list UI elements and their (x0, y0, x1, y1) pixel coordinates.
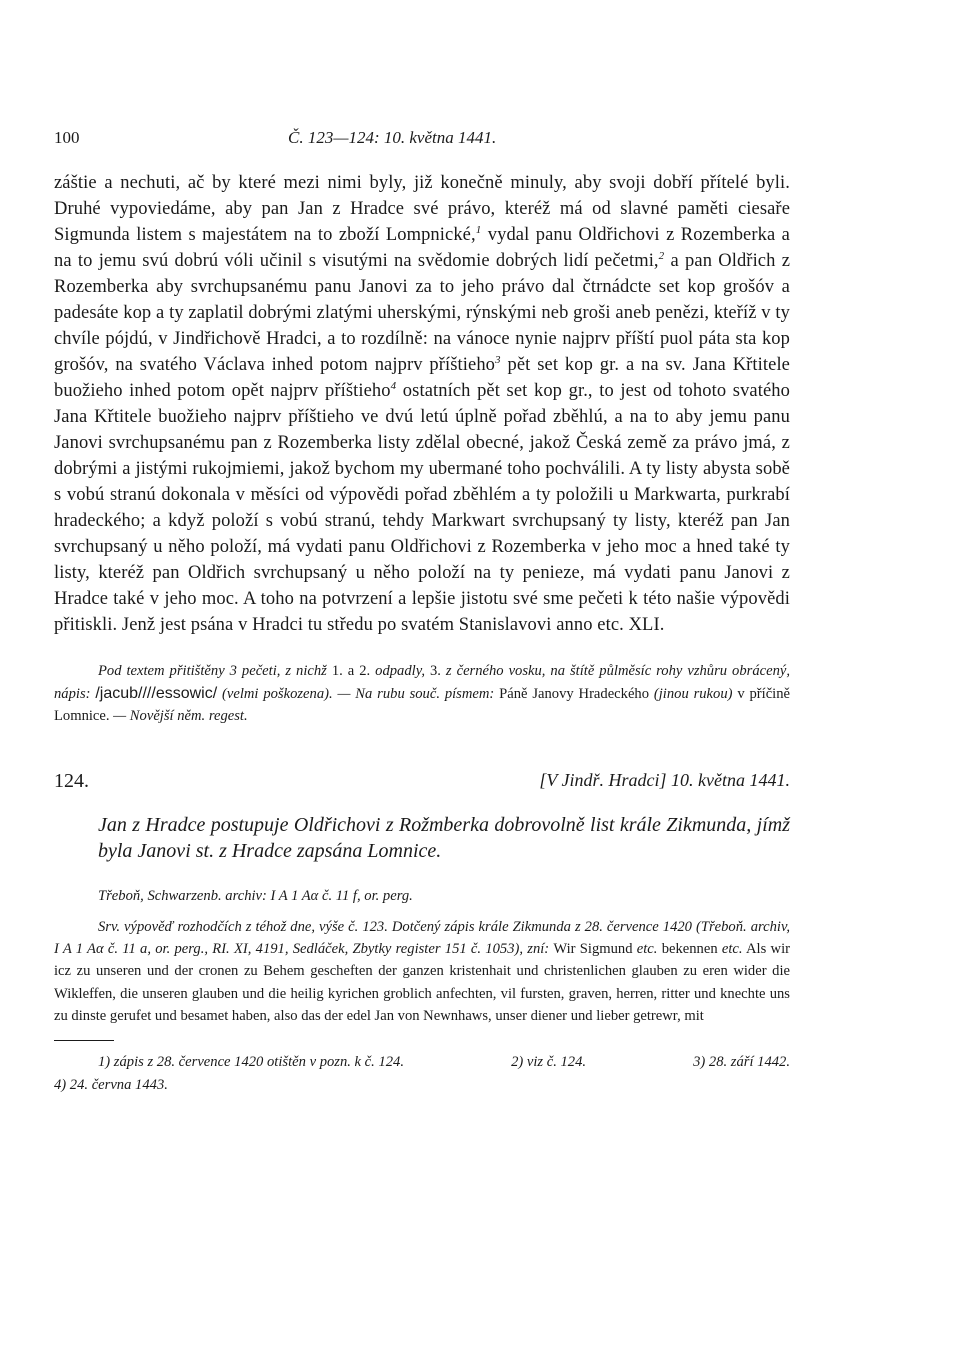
footnote-2: 2) viz č. 124. (511, 1053, 587, 1070)
seal-note-text: 1. a 2. (331, 663, 371, 679)
comment-text: bekennen (657, 940, 722, 957)
seal-note-text: Pod textem přitištěny 3 pečeti, z nichž (98, 663, 332, 679)
body-text-segment: vydal panu Oldřichovi z Rozemberka a na to jemu svú dobrú vóli učinil s visutými na svědomie dobrých lidí pečetmi, (54, 225, 790, 271)
footnotes-row (54, 1051, 790, 1074)
seal-note-text: v příčině Lomnice. (54, 685, 791, 724)
comment-text: Srv. výpověď rozhodčích z téhož dne, výše č. 123. Dotčený zápis krále Zikmunda z 28. července 1420 (Třeboň. archiv, I A 1 Aα č. 11 a, or. perg., RI. XI, 4191, Sedláček, Zbytky register 151 č. 1053), zní: (54, 918, 790, 957)
document-123-body (54, 170, 790, 638)
running-title: Č. 123—124: 10. května 1441. (288, 128, 497, 147)
body-text-segment: pět set kop gr. a na sv. Jana Křtitele buožieho inhed potom opět najprv příštieho (54, 355, 790, 401)
comment-text: etc. (721, 940, 743, 957)
document-number: 124. (54, 769, 89, 792)
footnote-ref-3: 3 (495, 354, 501, 366)
seal-note-text: Páně Janovy Hradeckého (499, 685, 650, 702)
footnote-4: 4) 24. června 1443. (54, 1076, 168, 1093)
comment-text: Als wir icz zu unseren und der cronen zu Behem gescheften der ganzen kristenhait und christenlichen glauben zu eren wider die Wikleffen, die unseren glauben und die heilig kyrichen groblich anfechten, vil fursten, graven, herren, ritter und knechte uns zu dinste gerufet und besamet haben, also das der edel Jan von Newnhaws, unser diener und lieber getrewr, mit (54, 940, 790, 1025)
page (54, 128, 790, 1097)
seal-note-text: (velmi poškozena). — Na rubu souč. písmem: (217, 685, 500, 702)
body-text-segment: a pan Oldřich z Rozemberka aby svrchupsanému panu Janovi za to jeho právo dal čtrnádcte set kop grošóv a padesáte kop a ty zaplatil dobrými zlatými uherskými, rýnskými neb groši aneb penězi, kteříž v ty chvíle pójdú, v Jindřichově Hradci, a to rozdílně: na vánoce nynie najprv příští puol páta sta kop grošóv, na svatého Václava inhed potom najprv příštieho (54, 251, 791, 375)
footnote-ref-2: 2 (658, 250, 665, 262)
seal-note-text: z černého vosku, na štítě půlměsíc rohy vzhůru obrácený, nápis: (54, 663, 790, 702)
document-comment (54, 916, 790, 1028)
footnote-3: 3) 28. září 1442. (693, 1053, 790, 1070)
body-text-segment: záštie a nechuti, ač by které mezi nimi byly, již konečně minuly, aby svoji dobří přítelé byli. Druhé vypoviedáme, aby pan Jan z Hradce své právo, kteréž má od slavné paměti ciesaře Sigmunda listem s majestátem na to zboží Lompnické, (54, 173, 790, 245)
seal-note-text: (jinou rukou) (649, 685, 738, 702)
seal-note-text: 3. (430, 663, 441, 679)
footnote-divider (54, 1040, 114, 1041)
archive-reference: Třeboň, Schwarzenb. archiv: I A 1 Aα č. 11 f, or. perg. (98, 887, 413, 904)
seal-description (54, 660, 790, 728)
footnotes (54, 1051, 790, 1097)
document-date: [V Jindř. Hradci] 10. května 1441. (539, 769, 790, 790)
document-regest: Jan z Hradce postupuje Oldřichovi z Rožmberka dobrovolně list krále Zikmunda, jímž byla Janovi st. z Hradce zapsána Lomnice. (98, 813, 790, 862)
document-124-heading (54, 770, 790, 800)
body-text-segment: ostatních pět set kop gr., to jest od tohoto svatého Jana Křtitele buožieho najprv příštieho ve dvú letú úplně pořad zběhlú, a na to aby jemu panu Janovi svrchupsanému pan z Rozemberka listy zdělal obecné, jakož Česká země za právo jmá, z dobrými a jistými rukojmiemi, jakož bychom my ubermané toho pochválili. A ty listy abysta sobě s vobú stranú dokonala v měsíci od výpovědi pořad zběhlém a ty položili u Markwarta, purkrabí hradeckého; a když položí s vobú stranú, tehdy Markwart svrchupsaný ty listy, kteréž pan Jan svrchupsaný u něho položí, má vydati panu Oldřichovi z Rozemberka v jeho moc a hned také ty listy, kteréž pan Oldřich svrchupsaný u něho položí na ty penieze, má vydati panu Janovi z Hradce také v jeho moc. A toho na potvrzení a lepšie jistotu své sme pečeti k této našie výpovědi přitiskli. Jenž jest psána v Hradci tu středu po svatém Stanislavovi anno etc. XLI. (54, 381, 790, 635)
comment-text: Wir Sigmund (553, 940, 637, 957)
page-number: 100 (54, 128, 80, 147)
footnote-ref-1: 1 (475, 224, 482, 236)
running-head (54, 128, 790, 156)
comment-text: etc. (636, 940, 658, 957)
seal-note-text: — Novější něm. regest. (109, 708, 248, 724)
seal-note-text: odpadly, (370, 663, 430, 679)
seal-inscription: /jacub////essowic/ (95, 684, 218, 702)
footnote-1: 1) zápis z 28. července 1420 otištěn v pozn. k č. 124. (98, 1053, 404, 1070)
footnote-ref-4: 4 (390, 380, 397, 392)
